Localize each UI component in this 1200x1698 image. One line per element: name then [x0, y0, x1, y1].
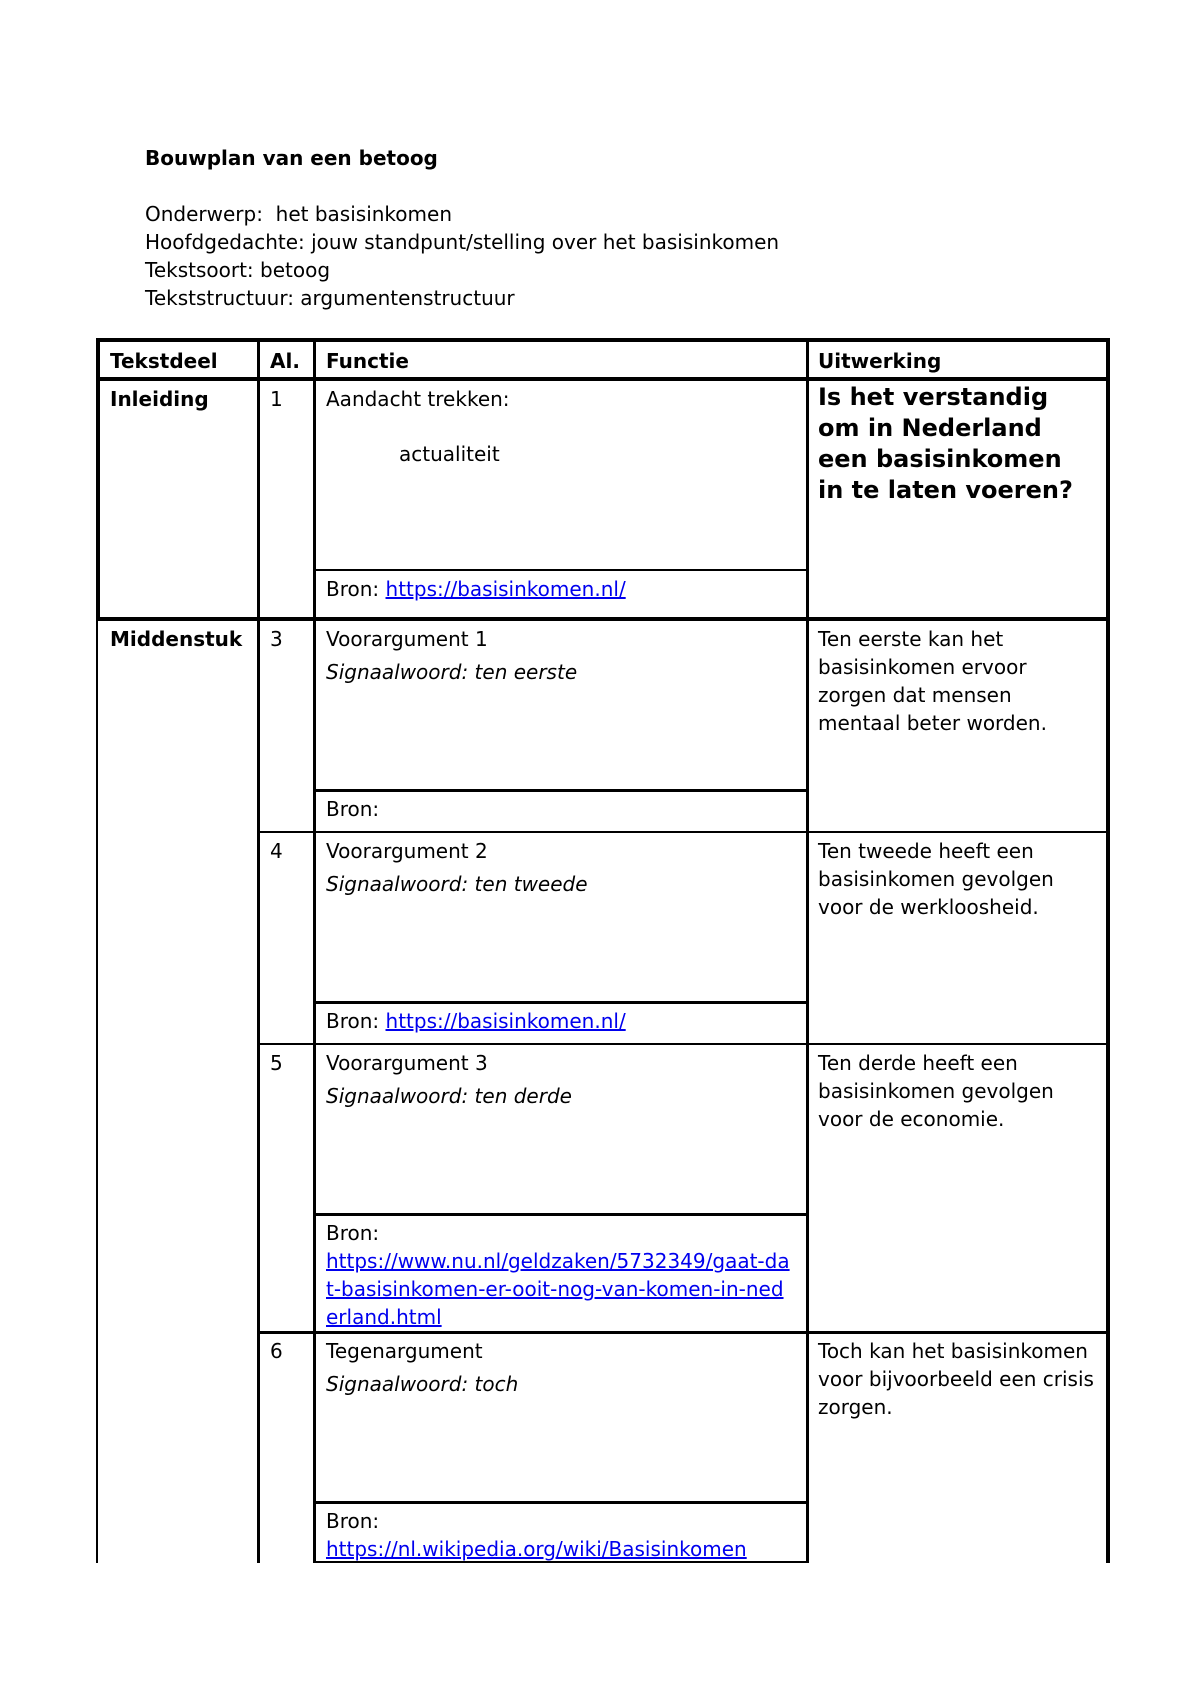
functie-label: Voorargument 2	[326, 839, 488, 863]
border-below-row4	[258, 1043, 1109, 1045]
signaalwoord	[326, 1082, 794, 1110]
uitwerking-voorargument-3: Ten derde heeft een basisinkomen gevolgen voor de economie.	[818, 1051, 1054, 1131]
functie-inleiding	[314, 380, 806, 570]
border-below-row5	[258, 1331, 1109, 1334]
bron-inleiding	[314, 570, 806, 620]
bron-link[interactable]: https://nl.wikipedia.org/wiki/Basisinkomen	[326, 1537, 747, 1561]
signaal-value: ten tweede	[474, 872, 588, 896]
bron-tegenargument	[314, 1502, 806, 1562]
signaalwoord	[326, 1370, 794, 1398]
functie-label: Voorargument 3	[326, 1051, 488, 1075]
signaalwoord	[326, 658, 794, 686]
bron-label: Bron:	[326, 1509, 380, 1533]
bron-link[interactable]: https://www.nu.nl/geldzaken/5732349/gaat-dat-basisinkomen-er-ooit-nog-van-komen-in-nederland.html	[326, 1249, 790, 1329]
header-al: Al.	[270, 349, 300, 373]
al-3: 3	[270, 627, 283, 651]
bron-label: Bron:	[326, 797, 380, 821]
signaal-value: ten derde	[474, 1084, 572, 1108]
border-bottom-fragment	[314, 1561, 808, 1563]
header-tekstdeel: Tekstdeel	[110, 349, 218, 373]
bron-label: Bron:	[326, 1221, 380, 1245]
bron-label: Bron:	[326, 577, 380, 601]
border-left	[96, 338, 100, 620]
meta-onderwerp: Onderwerp: het basisinkomen	[145, 202, 453, 226]
border-row5-bron	[314, 1213, 808, 1216]
border-right	[1106, 338, 1110, 1563]
bron-link[interactable]: https://basisinkomen.nl/	[385, 1009, 626, 1033]
signaal-label: Signaalwoord:	[326, 660, 469, 684]
border-row4-bron	[314, 1001, 808, 1004]
border-top	[96, 338, 1109, 342]
signaal-label: Signaalwoord:	[326, 872, 469, 896]
document-meta	[145, 200, 779, 312]
border-col1	[257, 338, 260, 1563]
bron-label: Bron:	[326, 1009, 380, 1033]
bron-link[interactable]: https://basisinkomen.nl/	[385, 577, 626, 601]
functie-sub: actualiteit	[399, 442, 500, 466]
uitwerking-tegenargument: Toch kan het basisinkomen voor bijvoorbeeld een crisis zorgen.	[818, 1339, 1094, 1419]
meta-hoofdgedachte: Hoofdgedachte: jouw standpunt/stelling over het basisinkomen	[145, 230, 780, 254]
al-4: 4	[270, 839, 283, 863]
section-middenstuk: Middenstuk	[110, 627, 243, 651]
border-row3-bron	[314, 789, 808, 792]
border-inleiding-bron	[314, 569, 808, 571]
uitwerking-voorargument-2: Ten tweede heeft een basisinkomen gevolgen voor de werkloosheid.	[818, 839, 1054, 919]
border-col2	[313, 338, 316, 1563]
functie-voorargument-3	[314, 1044, 806, 1214]
bron-voorargument-1	[314, 790, 806, 832]
functie-voorargument-2	[314, 832, 806, 1002]
border-col3	[806, 338, 809, 1563]
signaal-value: ten eerste	[474, 660, 578, 684]
header-functie: Functie	[326, 349, 409, 373]
functie-tegenargument	[314, 1332, 806, 1502]
bron-voorargument-2	[314, 1002, 806, 1044]
bron-voorargument-3	[314, 1214, 806, 1332]
al-1: 1	[270, 387, 283, 411]
functie-voorargument-1	[314, 620, 806, 790]
meta-tekstsoort: Tekstsoort: betoog	[145, 258, 331, 282]
uitwerking-inleiding: Is het verstandig om in Nederland een basisinkomen in te laten voeren?	[818, 383, 1073, 504]
border-below-inleiding	[96, 617, 1109, 621]
border-below-row3	[258, 831, 1109, 833]
border-below-header	[96, 377, 1109, 381]
functie-label: Tegenargument	[326, 1339, 483, 1363]
signaalwoord	[326, 870, 794, 898]
section-inleiding: Inleiding	[110, 387, 209, 411]
signaal-value: toch	[474, 1372, 519, 1396]
signaal-label: Signaalwoord:	[326, 1372, 469, 1396]
al-5: 5	[270, 1051, 283, 1075]
functie-label: Voorargument 1	[326, 627, 488, 651]
meta-tekststructuur: Tekststructuur: argumentenstructuur	[145, 286, 515, 310]
document-title: Bouwplan van een betoog	[145, 146, 438, 170]
header-uitwerking: Uitwerking	[818, 349, 942, 373]
uitwerking-voorargument-1: Ten eerste kan het basisinkomen ervoor zorgen dat mensen mentaal beter worden.	[818, 627, 1047, 735]
signaal-label: Signaalwoord:	[326, 1084, 469, 1108]
functie-label: Aandacht trekken:	[326, 387, 510, 411]
border-row6-bron	[314, 1501, 808, 1504]
al-6: 6	[270, 1339, 283, 1363]
border-left-middenstuk	[96, 617, 98, 1563]
